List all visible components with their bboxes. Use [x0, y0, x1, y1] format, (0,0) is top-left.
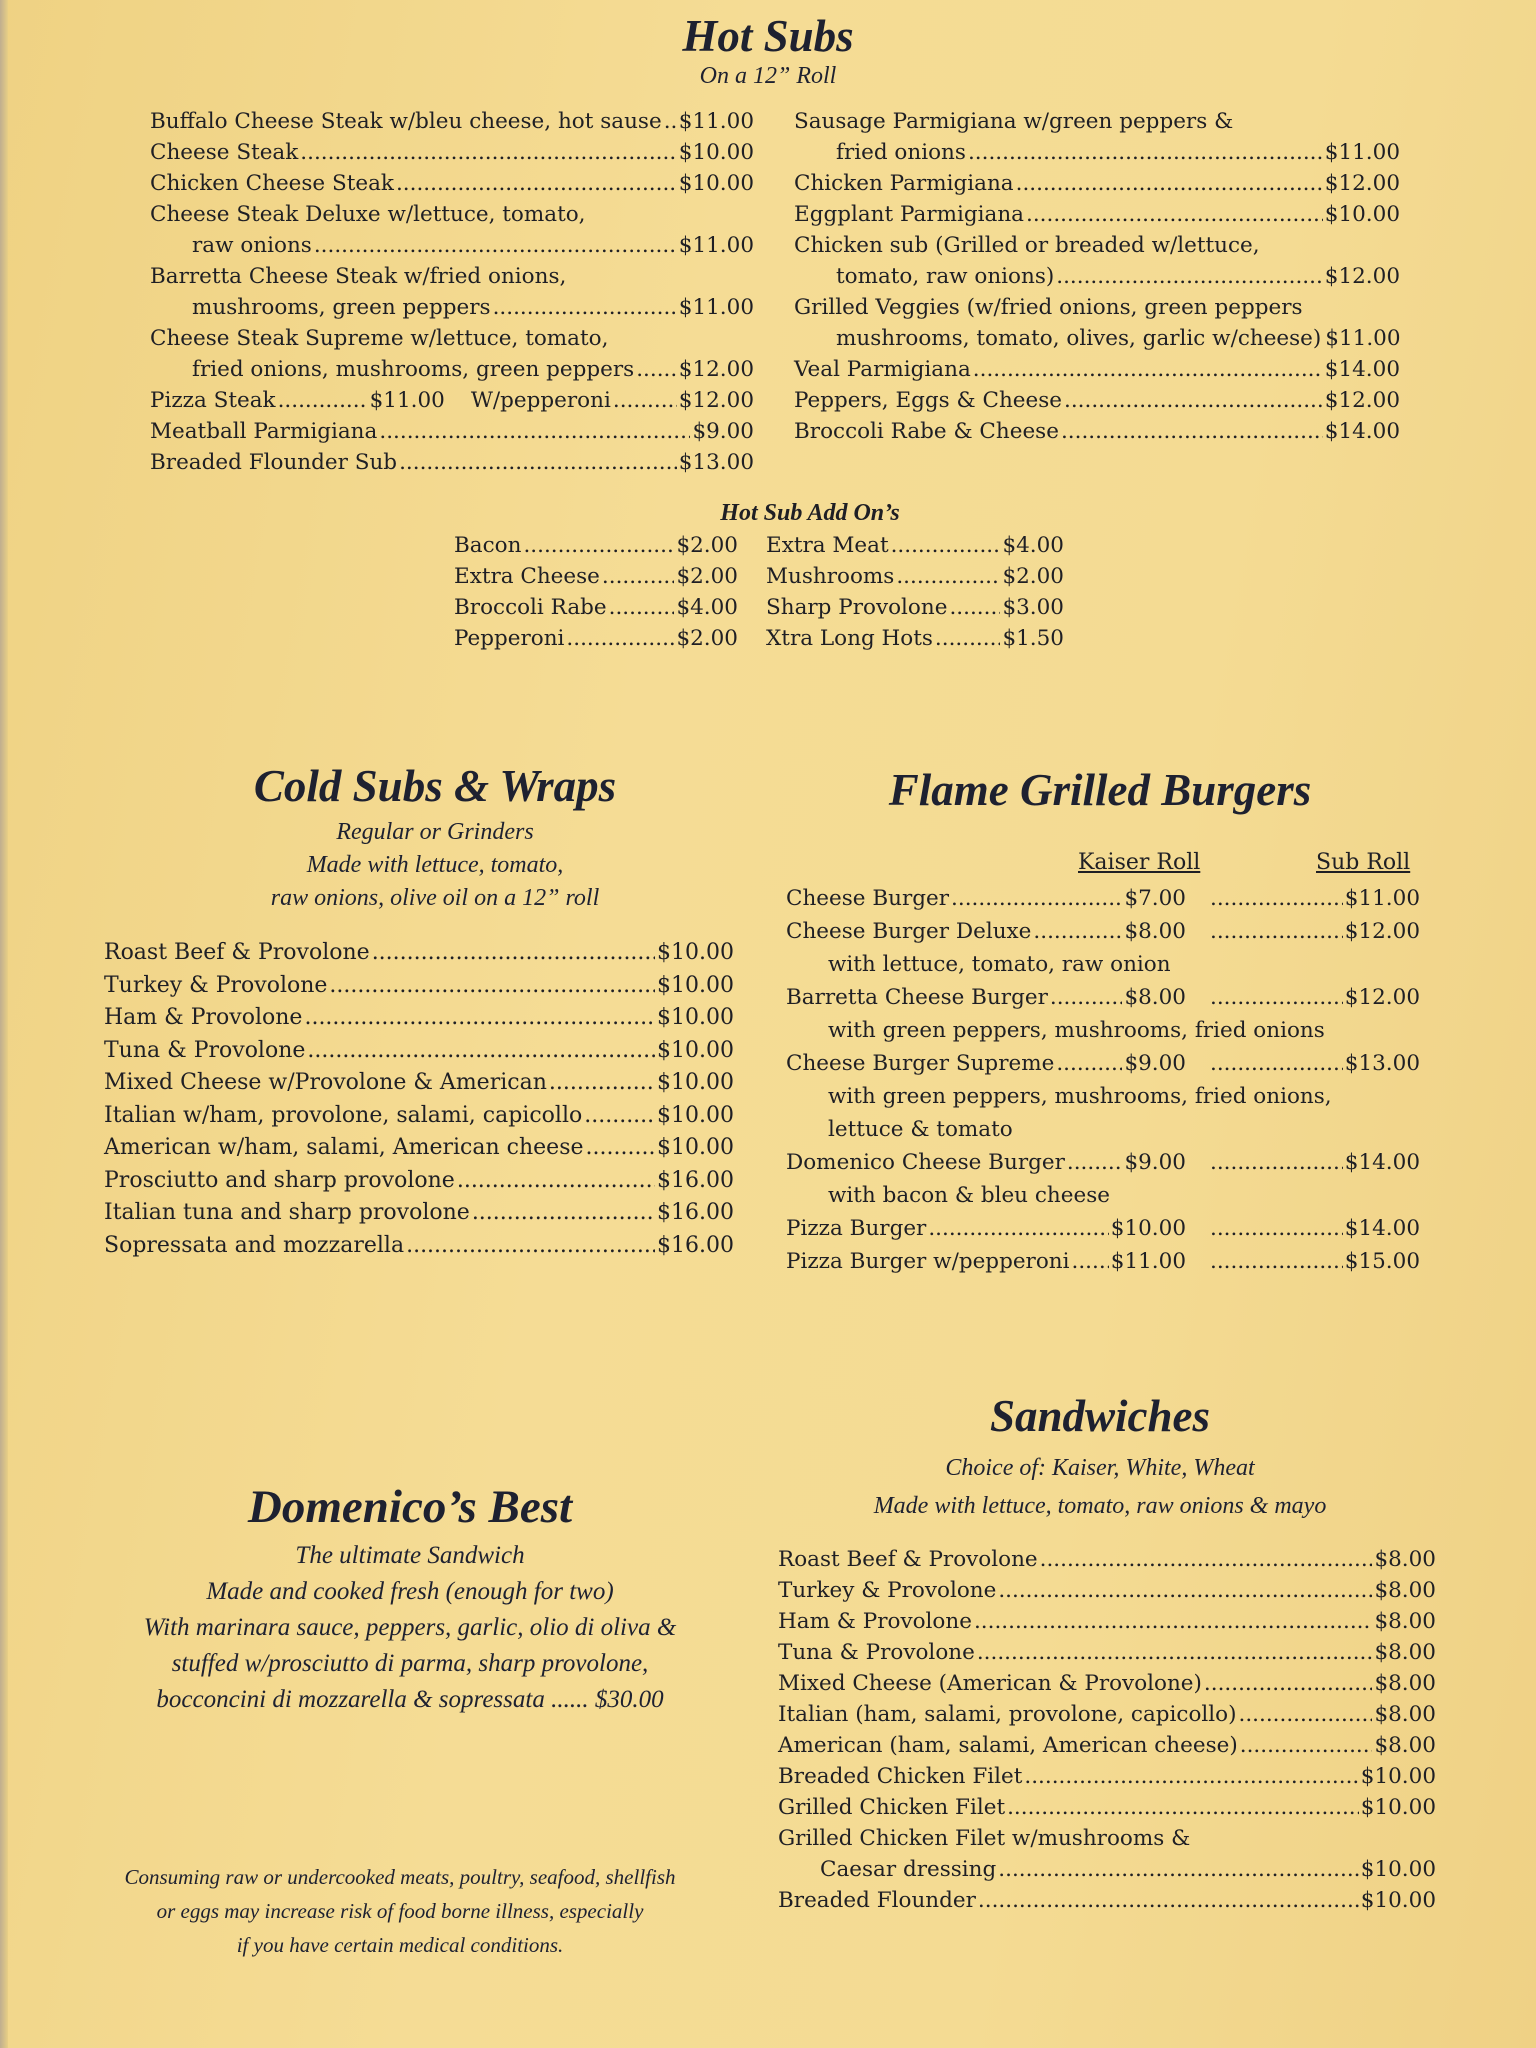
menu-item-name: Breaded Flounder [778, 1888, 976, 1913]
kaiser-price: $9.00 [1124, 1051, 1186, 1076]
menu-item-price: $1.50 [1002, 626, 1064, 651]
leader-dots [602, 561, 675, 592]
menu-item-price: $10.00 [1360, 1857, 1436, 1882]
menu-item-price: $11.00 [678, 233, 754, 258]
menu-item-row [778, 1544, 1436, 1575]
menu-item-row [766, 561, 1064, 592]
burger-kaiser-col [786, 1047, 1186, 1080]
leader-dots [1026, 199, 1323, 230]
menu-item-name: Pizza Burger w/pepperoni [786, 1249, 1070, 1274]
menu-item-price: $16.00 [657, 1232, 734, 1258]
menu-item-row [150, 354, 754, 385]
menu-item-price: $10.00 [657, 1005, 734, 1030]
menu-item-price: $3.00 [1002, 595, 1064, 620]
add-ons-title: Hot Sub Add On’s [720, 500, 900, 526]
menu-item-name: Turkey & Provolone [104, 972, 328, 998]
leader-dots [891, 530, 1001, 561]
leader-dots [379, 416, 690, 447]
burger-kaiser-col [786, 981, 1186, 1014]
leader-dots [1210, 981, 1343, 1014]
sandwiches-sub2: Made with lettuce, tomato, raw onions & mayo [873, 1493, 1327, 1519]
menu-item-continuation: raw onions [192, 233, 312, 258]
cold-subs-sub2: Made with lettuce, tomato, [306, 852, 564, 878]
menu-item-row [150, 385, 754, 416]
menu-item-price: $2.00 [676, 564, 738, 589]
leader-dots [1210, 915, 1343, 948]
kaiser-price: $9.00 [1124, 1150, 1186, 1175]
menu-item-name: Pepperoni [454, 626, 565, 651]
menu-item-name: Domenico Cheese Burger [786, 1150, 1065, 1175]
menu-item-price: $11.00 [678, 295, 754, 320]
menu-item-price: $11.00 [369, 388, 445, 413]
menu-item-row [778, 1761, 1436, 1792]
leader-dots [1016, 168, 1323, 199]
burger-kaiser-col [786, 1146, 1186, 1179]
cold-subs-sub3: raw onions, olive oil on a 12” roll [270, 885, 600, 911]
menu-item-row [778, 1575, 1436, 1606]
burgers-list [786, 882, 1426, 1278]
menu-item-name: Eggplant Parmigiana [794, 202, 1024, 227]
menu-item-name: Chicken Cheese Steak [150, 171, 394, 196]
leader-dots [896, 561, 1000, 592]
menu-item-continuation: fried onions [836, 140, 966, 165]
leader-dots [928, 1212, 1108, 1245]
menu-item-continuation: mushrooms, green peppers [192, 295, 491, 320]
leader-dots [457, 1165, 655, 1198]
menu-item-price: $10.00 [678, 140, 754, 165]
menu-item-price: $10.00 [1360, 1764, 1436, 1789]
menu-item-name: Mixed Cheese w/Provolone & American [104, 1070, 547, 1095]
leader-dots [664, 106, 677, 137]
menu-item-name: American w/ham, salami, American cheese [104, 1135, 584, 1160]
menu-item-row [104, 1100, 734, 1133]
leader-dots [300, 137, 676, 168]
menu-item-price: $10.00 [1324, 202, 1400, 227]
menu-item-name: Pizza Burger [786, 1216, 927, 1241]
menu-item-name: Cheese Steak Supreme w/lettuce, tomato, [150, 326, 609, 351]
menu-item-row [794, 199, 1400, 230]
menu-item-row [766, 623, 1064, 654]
menu-item-name: Sharp Provolone [766, 595, 948, 620]
leader-dots [549, 1067, 655, 1100]
menu-item-price: $12.00 [1324, 171, 1400, 196]
menu-item-row [766, 530, 1064, 561]
menu-item-name: American (ham, salami, American cheese) [778, 1733, 1238, 1758]
burger-description: with green peppers, mushrooms, fried onions [828, 1018, 1325, 1043]
sandwiches-sub1: Choice of: Kaiser, White, Wheat [945, 1455, 1255, 1481]
menu-item-row [104, 1132, 734, 1165]
leader-dots [372, 937, 655, 970]
leader-dots [1033, 915, 1122, 948]
menu-item-price: $10.00 [657, 1135, 734, 1160]
menu-item-continuation: tomato, raw onions) [836, 264, 1055, 289]
best-line-1: The ultimate Sandwich [295, 1542, 525, 1569]
sub-roll-price: $14.00 [1344, 1150, 1420, 1175]
burger-row [786, 915, 1426, 948]
leader-dots [1050, 981, 1123, 1014]
menu-item-row [778, 1699, 1436, 1730]
menu-item-price: $4.00 [1002, 533, 1064, 558]
menu-item-row [104, 970, 734, 1003]
burger-sub-col [1210, 981, 1420, 1014]
leader-dots [406, 1230, 655, 1263]
burger-kaiser-col [786, 1212, 1186, 1245]
menu-item-name: Sausage Parmigiana w/green peppers & [794, 109, 1234, 134]
menu-item-price: $4.00 [676, 595, 738, 620]
menu-item-price: $16.00 [657, 1200, 734, 1225]
cold-subs-list [104, 937, 734, 1262]
menu-item-name: Grilled Chicken Filet [778, 1795, 1006, 1820]
menu-item-price: $8.00 [1374, 1702, 1436, 1727]
menu-item-name: Peppers, Eggs & Cheese [794, 388, 1063, 413]
menu-item-price: $8.00 [1374, 1671, 1436, 1696]
menu-item-row [778, 1792, 1436, 1823]
menu-item-name: Cheese Burger Deluxe [786, 919, 1032, 944]
burger-kaiser-col [786, 915, 1186, 948]
menu-item-row [778, 1637, 1436, 1668]
menu-item-row [150, 416, 754, 447]
menu-item-price: $12.00 [1324, 388, 1400, 413]
leader-dots [1210, 1047, 1343, 1080]
menu-item-name: Chicken sub (Grilled or breaded w/lettuce, [794, 233, 1260, 258]
leader-dots [304, 1002, 655, 1035]
menu-item-name: Grilled Chicken Filet w/mushrooms & [778, 1826, 1191, 1851]
menu-item-row [104, 1002, 734, 1035]
menu-item-name: Cheese Burger Supreme [786, 1051, 1055, 1076]
menu-item-continuation: mushrooms, tomato, olives, garlic w/cheese) [836, 326, 1322, 351]
menu-item-row [150, 106, 754, 137]
sub-roll-price: $13.00 [1344, 1051, 1420, 1076]
best-title: Domenico’s Best [247, 1481, 573, 1533]
menu-item-name: Xtra Long Hots [766, 626, 933, 651]
leader-dots [1210, 1245, 1343, 1278]
sub-roll-price: $14.00 [1344, 1216, 1420, 1241]
menu-item-price: $10.00 [657, 1070, 734, 1095]
menu-item-row [778, 1668, 1436, 1699]
menu-item-name: Breaded Chicken Filet [778, 1764, 1023, 1789]
menu-item-row [794, 354, 1400, 385]
menu-item-row [104, 937, 734, 970]
menu-item-name: Roast Beef & Provolone [104, 940, 370, 965]
leader-dots [1056, 1047, 1122, 1080]
menu-item-price: $11.00 [1324, 140, 1400, 165]
menu-item-name: Cheese Steak Deluxe w/lettuce, tomato, [150, 202, 586, 227]
page-edge [0, 0, 8, 2048]
menu-item-price: $12.00 [1324, 264, 1400, 289]
burger-row [786, 1146, 1426, 1179]
burger-sub-col [1210, 882, 1420, 915]
menu-item-price: $8.00 [1374, 1578, 1436, 1603]
leader-dots [1061, 416, 1323, 447]
menu-item-row [794, 261, 1400, 292]
menu-item-row [794, 168, 1400, 199]
leader-dots [1210, 882, 1343, 915]
sub-roll-price: $12.00 [1344, 985, 1420, 1010]
burger-row [786, 1047, 1426, 1080]
leader-dots [968, 137, 1323, 168]
leader-dots [1064, 385, 1323, 416]
leader-dots [1239, 1699, 1373, 1730]
menu-item-row [104, 1165, 734, 1198]
leader-dots [609, 592, 675, 623]
menu-item-continuation: Caesar dressing [820, 1857, 997, 1882]
burger-sub-col [1210, 1047, 1420, 1080]
menu-item-price: $10.00 [657, 972, 734, 998]
leader-dots [1072, 1245, 1109, 1278]
menu-item-row [150, 168, 754, 199]
menu-item-name: Barretta Cheese Steak w/fried onions, [150, 264, 567, 289]
menu-item-name: Tuna & Provolone [104, 1037, 306, 1063]
menu-item-name: Broccoli Rabe [454, 595, 607, 620]
menu-item-row [766, 592, 1064, 623]
menu-item-row [794, 385, 1400, 416]
menu-item-name: Prosciutto and sharp provolone [104, 1167, 455, 1193]
kaiser-price: $8.00 [1124, 985, 1186, 1010]
menu-item-price: $11.00 [678, 109, 754, 134]
menu-item-price: $10.00 [1360, 1795, 1436, 1820]
menu-item-name: Mixed Cheese (American & Provolone) [778, 1671, 1202, 1696]
leader-dots [1007, 1792, 1359, 1823]
leader-dots [1240, 1730, 1373, 1761]
menu-item-price: $8.00 [1374, 1640, 1436, 1665]
menu-item-row [454, 592, 738, 623]
food-warning [80, 1860, 720, 1962]
menu-item-price: $10.00 [657, 1037, 734, 1063]
menu-item-price: $16.00 [657, 1167, 734, 1193]
sub-roll-header: Sub Roll [1316, 850, 1411, 875]
warning-line-1: Consuming raw or undercooked meats, poultry, seafood, shellfish [124, 1865, 676, 1889]
leader-dots [973, 354, 1323, 385]
menu-item-price: $10.00 [1360, 1888, 1436, 1913]
menu-item-name: Chicken Parmigiana [794, 171, 1014, 196]
leader-dots [636, 354, 677, 385]
leader-dots [472, 1197, 655, 1230]
hot-subs-left-list [150, 106, 754, 478]
menu-item-price: $11.00 [1325, 326, 1401, 351]
leader-dots [278, 385, 368, 416]
burger-description: with bacon & bleu cheese [828, 1183, 1110, 1208]
leader-dots [329, 970, 655, 1003]
sub-roll-price: $15.00 [1344, 1249, 1420, 1274]
leader-dots [314, 230, 677, 261]
burger-row [786, 1245, 1426, 1278]
menu-item-name: Sopressata and mozzarella [104, 1232, 405, 1258]
burger-sub-col [1210, 1212, 1420, 1245]
menu-item-price: $2.00 [676, 533, 738, 558]
menu-item-price: $8.00 [1374, 1733, 1436, 1758]
burger-row [786, 882, 1426, 915]
best-line-2: Made and cooked fresh (enough for two) [206, 1578, 614, 1605]
menu-item-row [104, 1035, 734, 1068]
best-line-5: bocconcini di mozzarella & sopressata ...... $30.00 [156, 1686, 664, 1713]
menu-item-price: $8.00 [1374, 1547, 1436, 1572]
burger-description: with green peppers, mushrooms, fried onions, [828, 1084, 1332, 1109]
add-ons-right-list [766, 530, 1064, 654]
kaiser-roll-header: Kaiser Roll [1078, 850, 1201, 875]
kaiser-price: $11.00 [1110, 1249, 1186, 1274]
leader-dots [978, 1885, 1359, 1916]
leader-dots [974, 1606, 1373, 1637]
burger-row [786, 981, 1426, 1014]
kaiser-price: $7.00 [1124, 886, 1186, 911]
menu-item-price: $13.00 [678, 450, 754, 475]
leader-dots [935, 623, 1001, 654]
burger-sub-col [1210, 915, 1420, 948]
menu-item-price: $10.00 [657, 940, 734, 965]
burger-description: with lettuce, tomato, raw onion [828, 952, 1171, 977]
leader-dots [523, 530, 674, 561]
add-ons-left-list [454, 530, 738, 654]
menu-item-price: $10.00 [678, 171, 754, 196]
menu-item-row [150, 230, 754, 261]
menu-item-row [104, 1067, 734, 1100]
menu-item-name: Mushrooms [766, 564, 895, 589]
menu-item-row [150, 292, 754, 323]
menu-item-row [104, 1197, 734, 1230]
burger-sub-col [1210, 1245, 1420, 1278]
menu-item-name: Extra Cheese [454, 564, 600, 589]
sandwiches-title: Sandwiches [989, 1391, 1211, 1441]
leader-dots [998, 1854, 1358, 1885]
sandwiches-list [778, 1544, 1436, 1916]
leader-dots [1210, 1212, 1343, 1245]
leader-dots [1204, 1668, 1373, 1699]
best-line-3: With marinara sauce, peppers, garlic, olio di oliva & [143, 1614, 677, 1641]
best-description [90, 1538, 730, 1718]
menu-item-name: Italian (ham, salami, provolone, capicollo) [778, 1702, 1237, 1727]
leader-dots [1040, 1544, 1373, 1575]
best-line-4: stuffed w/prosciutto di parma, sharp provolone, [171, 1650, 649, 1677]
menu-item-price: $8.00 [1374, 1609, 1436, 1634]
leader-dots [1056, 261, 1323, 292]
menu-item-name: Ham & Provolone [104, 1005, 303, 1030]
burgers-title: Flame Grilled Burgers [888, 765, 1312, 815]
menu-item-name: Italian tuna and sharp provolone [104, 1200, 470, 1225]
leader-dots [396, 168, 677, 199]
burger-kaiser-col [786, 882, 1186, 915]
menu-item-name: Italian w/ham, provolone, salami, capicollo [104, 1102, 583, 1128]
burger-row [786, 1212, 1426, 1245]
leader-dots [998, 1575, 1372, 1606]
menu-item-name: Bacon [454, 533, 522, 558]
warning-line-2: or eggs may increase risk of food borne illness, especially [156, 1899, 644, 1923]
menu-item-name: Cheese Burger [786, 886, 950, 911]
menu-item-row [778, 1854, 1436, 1885]
leader-dots [1210, 1146, 1343, 1179]
menu-item-row [454, 530, 738, 561]
menu-item-name: Meatball Parmigiana [150, 419, 378, 444]
menu-item-row [794, 137, 1400, 168]
leader-dots [977, 1637, 1373, 1668]
leader-dots [307, 1035, 655, 1068]
menu-item-row [794, 416, 1400, 447]
menu-item-name: Ham & Provolone [778, 1609, 972, 1634]
leader-dots [613, 385, 677, 416]
menu-item-price: $10.00 [657, 1102, 734, 1128]
cold-subs-sub1: Regular or Grinders [336, 819, 534, 845]
burger-sub-col [1210, 1146, 1420, 1179]
menu-item-name: Pizza Steak [150, 388, 276, 413]
cold-subs-title: Cold Subs & Wraps [253, 761, 617, 811]
burger-kaiser-col [786, 1245, 1186, 1278]
leader-dots [1024, 1761, 1358, 1792]
menu-item-name: Breaded Flounder Sub [150, 450, 398, 475]
menu-item-row [150, 137, 754, 168]
menu-item-row [778, 1606, 1436, 1637]
menu-item-name: Grilled Veggies (w/fried onions, green peppers [794, 295, 1303, 320]
menu-item-name: Roast Beef & Provolone [778, 1547, 1038, 1572]
leader-dots [493, 292, 677, 323]
menu-item-extra-name: W/pepperoni [470, 388, 611, 413]
sub-roll-price: $12.00 [1344, 919, 1420, 944]
leader-dots [951, 882, 1122, 915]
menu-item-name: Buffalo Cheese Steak w/bleu cheese, hot sause [150, 109, 662, 134]
menu-item-row [778, 1885, 1436, 1916]
kaiser-price: $10.00 [1110, 1216, 1186, 1241]
menu-item-price: $2.00 [1002, 564, 1064, 589]
leader-dots [949, 592, 1000, 623]
menu-item-row [150, 447, 754, 478]
menu-item-price: $9.00 [692, 419, 754, 444]
menu-item-name: Turkey & Provolone [778, 1578, 997, 1603]
menu-item-row [454, 561, 738, 592]
leader-dots [584, 1100, 655, 1133]
menu-item-price: $14.00 [1324, 357, 1400, 382]
menu-item-name: Tuna & Provolone [778, 1640, 975, 1665]
menu-item-name: Cheese Steak [150, 140, 299, 165]
sub-roll-price: $11.00 [1344, 886, 1420, 911]
warning-line-3: if you have certain medical conditions. [236, 1933, 564, 1957]
menu-item-row [104, 1230, 734, 1263]
menu-item-price: $2.00 [676, 626, 738, 651]
menu-item-row [454, 623, 738, 654]
menu-item-name: Broccoli Rabe & Cheese [794, 419, 1059, 444]
menu-item-name: Barretta Cheese Burger [786, 985, 1048, 1010]
menu-item-extra-price: $12.00 [678, 388, 754, 413]
hot-subs-title: Hot Subs [682, 11, 854, 61]
menu-item-price: $14.00 [1324, 419, 1400, 444]
menu-item-name: Veal Parmigiana [794, 357, 971, 382]
hot-subs-right-list [794, 106, 1400, 447]
leader-dots [566, 623, 674, 654]
menu-item-row [778, 1730, 1436, 1761]
leader-dots [1067, 1146, 1123, 1179]
menu-item-row [794, 323, 1400, 354]
kaiser-price: $8.00 [1124, 919, 1186, 944]
leader-dots [586, 1132, 656, 1165]
menu-item-continuation: fried onions, mushrooms, green peppers [192, 357, 635, 382]
menu-item-price: $12.00 [678, 357, 754, 382]
leader-dots [399, 447, 677, 478]
menu-item-name: Extra Meat [766, 533, 889, 558]
hot-subs-subtitle: On a 12” Roll [699, 63, 837, 89]
burger-description: lettuce & tomato [828, 1117, 1013, 1142]
